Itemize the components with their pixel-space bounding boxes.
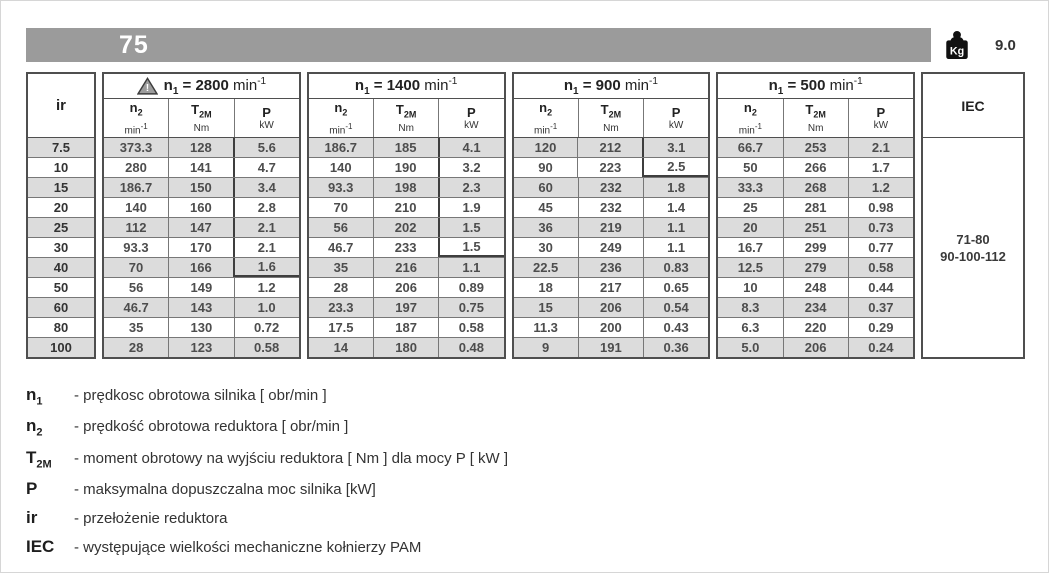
table-cell: 35 <box>333 260 349 275</box>
legend-item-ir <box>26 508 1048 528</box>
table-cell: 36 <box>538 220 553 235</box>
table-cell: 18 <box>538 280 553 295</box>
column-header-t2m: $T_{2M}$ Nm <box>373 99 438 137</box>
table-cell: 1.8 <box>643 178 708 197</box>
table-cell: 56 <box>128 280 144 295</box>
group-subheader <box>104 99 299 138</box>
warning-icon <box>137 77 158 95</box>
table-cell: 2.3 <box>438 178 504 197</box>
table-cell: 14 <box>333 340 349 355</box>
table-cell: 216 <box>373 258 438 277</box>
ir-value: 40 <box>28 257 94 277</box>
table-cell: 232 <box>578 178 643 197</box>
model-header-bar <box>26 28 931 62</box>
table-cell: 160 <box>168 198 233 217</box>
table-cell: 10 <box>743 280 758 295</box>
table-cell: 0.65 <box>643 278 708 297</box>
table-cell: 0.44 <box>848 278 913 297</box>
speed-group-900 <box>512 72 711 359</box>
table-row <box>718 337 913 357</box>
legend-symbol: P <box>26 479 38 499</box>
table-row <box>104 237 299 257</box>
table-cell: 220 <box>783 318 848 337</box>
table-cell: 202 <box>373 218 438 237</box>
table-cell: 166 <box>168 258 233 277</box>
table-cell: 236 <box>578 258 643 277</box>
table-row <box>309 297 504 317</box>
table-cell: 6.3 <box>741 320 760 335</box>
table-cell: 123 <box>168 338 233 357</box>
table-row <box>309 277 504 297</box>
column-header-p: P kW <box>848 99 913 137</box>
table-cell: 219 <box>578 218 643 237</box>
table-cell: 2.1 <box>233 238 299 257</box>
table-cell: 28 <box>333 280 349 295</box>
table-row <box>309 217 504 237</box>
table-cell: 60 <box>538 180 553 195</box>
legend-description: - maksymalna dopuszczalna moc silnika [kW] <box>74 481 376 499</box>
table-cell: 0.89 <box>438 278 503 297</box>
table-cell: 198 <box>373 178 438 197</box>
legend-symbol: $n_2$ <box>26 416 43 439</box>
table-cell: 299 <box>783 238 848 257</box>
legend-description: - występujące wielkości mechaniczne kołnierzy PAM <box>74 539 422 557</box>
group-subheader <box>718 99 913 138</box>
table-row <box>104 297 299 317</box>
table-row <box>514 337 709 357</box>
table-row <box>514 237 709 257</box>
table-cell: 128 <box>168 138 233 157</box>
iec-value <box>923 138 1023 357</box>
ir-value: 60 <box>28 297 94 317</box>
table-row <box>104 317 299 337</box>
table-cell: 279 <box>783 258 848 277</box>
table-cell: 233 <box>373 238 438 257</box>
table-cell: 50 <box>743 160 758 175</box>
table-cell: 1.7 <box>848 158 913 177</box>
ir-value: 100 <box>28 337 94 357</box>
table-cell: 1.2 <box>848 178 913 197</box>
group-speed-label: $n_1 = 500$ $\min^{-1}$ <box>768 75 863 97</box>
ir-column <box>26 72 96 359</box>
table-cell: 20 <box>743 220 758 235</box>
table-cell: 5.6 <box>233 138 299 157</box>
table-cell: 0.43 <box>643 318 708 337</box>
table-row <box>309 237 504 257</box>
weight-info <box>943 30 1016 61</box>
table-row <box>718 297 913 317</box>
ir-header: ir <box>28 74 94 138</box>
table-row <box>718 237 913 257</box>
table-cell: 0.75 <box>438 298 503 317</box>
table-cell: 17.5 <box>328 320 354 335</box>
table-row <box>104 138 299 157</box>
table-row <box>718 257 913 277</box>
group-header-1400 <box>309 74 504 99</box>
table-row <box>104 277 299 297</box>
table-cell: 0.98 <box>848 198 913 217</box>
table-cell: 191 <box>578 338 643 357</box>
table-row <box>514 257 709 277</box>
iec-header: IEC <box>923 74 1023 138</box>
table-row <box>718 177 913 197</box>
weight-kg-icon <box>943 30 971 61</box>
column-header-n2: $n_2$ $\min^{-1}$ <box>534 100 558 136</box>
table-row <box>514 217 709 237</box>
legend-item-t2m <box>26 448 1048 470</box>
table-row <box>309 177 504 197</box>
table-cell: 206 <box>578 298 643 317</box>
table-cell: 150 <box>168 178 233 197</box>
table-cell: 180 <box>373 338 438 357</box>
iec-value-line1: 71-80 <box>956 231 990 247</box>
table-cell: 0.37 <box>848 298 913 317</box>
table-cell: 149 <box>168 278 233 297</box>
table-cell: 3.4 <box>233 178 299 197</box>
table-cell: 140 <box>329 160 352 175</box>
ir-value: 80 <box>28 317 94 337</box>
column-header-t2m: $T_{2M}$ Nm <box>578 99 643 137</box>
table-row <box>718 277 913 297</box>
table-cell: 16.7 <box>737 240 764 255</box>
table-cell: 1.9 <box>438 198 504 217</box>
legend-symbol: $T_{2M}$ <box>26 447 52 471</box>
table-cell: 280 <box>125 160 147 175</box>
table-row <box>309 337 504 357</box>
ir-value: 30 <box>28 237 94 257</box>
table-cell: 2.5 <box>642 158 708 177</box>
ir-value: 20 <box>28 197 94 217</box>
table-cell: 70 <box>333 200 348 215</box>
svg-text:!: ! <box>145 83 149 95</box>
group-header-2800 <box>104 74 299 99</box>
table-row <box>104 217 299 237</box>
table-cell: 25 <box>743 200 758 215</box>
table-cell: 2.8 <box>233 198 299 217</box>
table-cell: 212 <box>577 138 642 157</box>
table-cell: 2.1 <box>848 138 913 157</box>
table-cell: 143 <box>168 298 233 317</box>
table-row <box>514 317 709 337</box>
table-cell: 70 <box>128 260 144 275</box>
table-row <box>104 197 299 217</box>
legend-description: - prędkosc obrotowa silnika [ obr/min ] <box>74 387 327 404</box>
table-cell: 2.1 <box>233 218 299 237</box>
table-cell: 1.1 <box>643 238 708 257</box>
column-header-t2m: $T_{2M}$ Nm <box>168 99 233 137</box>
table-cell: 268 <box>783 178 848 197</box>
speed-group-500 <box>716 72 915 359</box>
model-number: 75 <box>119 30 149 59</box>
group-header-500 <box>718 74 913 99</box>
table-cell: 0.48 <box>438 338 503 357</box>
table-cell: 93.3 <box>123 240 149 255</box>
table-cell: 1.0 <box>234 298 299 317</box>
table-row <box>514 297 709 317</box>
ir-value: 15 <box>28 177 94 197</box>
table-cell: 187 <box>373 318 438 337</box>
table-cell: 15 <box>538 300 553 315</box>
table-cell: 4.7 <box>233 158 299 177</box>
table-cell: 217 <box>578 278 643 297</box>
table-cell: 200 <box>578 318 643 337</box>
table-cell: 234 <box>783 298 848 317</box>
table-cell: 1.6 <box>233 258 299 277</box>
weight-value: 9.0 <box>995 36 1016 54</box>
table-cell: 0.58 <box>438 318 503 337</box>
table-row <box>309 197 504 217</box>
table-row <box>718 317 913 337</box>
table-cell: 120 <box>534 140 557 155</box>
table-row <box>104 257 299 277</box>
table-cell: 197 <box>373 298 438 317</box>
table-cell: 147 <box>168 218 233 237</box>
table-cell: 266 <box>783 158 848 177</box>
table-cell: 0.58 <box>848 258 913 277</box>
table-cell: 0.29 <box>848 318 913 337</box>
table-cell: 112 <box>125 220 147 235</box>
group-speed-label: $n_1 = 1400$ $\min^{-1}$ <box>354 75 458 97</box>
legend <box>26 385 1048 557</box>
iec-column <box>921 72 1025 359</box>
table-cell: 0.73 <box>848 218 913 237</box>
table-row <box>309 138 504 157</box>
table-cell: 11.3 <box>533 320 558 335</box>
table-cell: 223 <box>577 158 642 177</box>
table-row <box>104 177 299 197</box>
table-cell: 9 <box>542 340 550 355</box>
table-cell: 5.0 <box>741 340 760 355</box>
table-cell: 0.24 <box>848 338 913 357</box>
legend-symbol: IEC <box>26 537 55 557</box>
table-cell: 46.7 <box>328 240 354 255</box>
table-cell: 206 <box>373 278 438 297</box>
table-row <box>718 197 913 217</box>
table-cell: 93.3 <box>328 180 354 195</box>
speed-group-1400 <box>307 72 506 359</box>
table-cell: 12.5 <box>737 260 764 275</box>
table-cell: 4.1 <box>438 138 504 157</box>
table-cell: 90 <box>538 160 553 175</box>
group-header-900 <box>514 74 709 99</box>
table-cell: 0.54 <box>643 298 708 317</box>
legend-description: - moment obrotowy na wyjściu reduktora [ Nm ] dla mocy P [ kW ] <box>74 449 509 467</box>
table-row <box>104 337 299 357</box>
table-cell: 130 <box>168 318 233 337</box>
table-row <box>514 138 709 157</box>
table-cell: 206 <box>783 338 848 357</box>
table-cell: 248 <box>783 278 848 297</box>
table-cell: 249 <box>578 238 643 257</box>
iec-value-line2: 90-100-112 <box>940 248 1006 264</box>
table-cell: 3.1 <box>642 138 708 157</box>
table-cell: 281 <box>783 198 848 217</box>
column-header-t2m: $T_{2M}$ Nm <box>783 99 848 137</box>
legend-description: - przełożenie reduktora <box>74 510 228 528</box>
table-cell: 1.1 <box>643 218 708 237</box>
table-cell: 66.7 <box>737 140 764 155</box>
table-cell: 46.7 <box>123 300 149 315</box>
kg-icon-label: Kg <box>949 44 965 57</box>
table-cell: 28 <box>128 340 144 355</box>
table-cell: 35 <box>128 320 144 335</box>
table-cell: 140 <box>125 200 147 215</box>
table-cell: 0.77 <box>848 238 913 257</box>
legend-item-iec <box>26 537 1048 557</box>
legend-symbol: $n_1$ <box>26 385 43 408</box>
speed-group-2800 <box>102 72 301 359</box>
group-subheader <box>514 99 709 138</box>
table-cell: 186.7 <box>324 140 357 155</box>
column-header-n2: $n_2$ $\min^{-1}$ <box>124 100 148 136</box>
ir-value: 10 <box>28 157 94 177</box>
table-cell: 23.3 <box>328 300 354 315</box>
legend-item-p <box>26 479 1048 499</box>
table-cell: 30 <box>538 240 553 255</box>
table-row <box>718 138 913 157</box>
column-header-p: P kW <box>643 99 708 137</box>
table-cell: 33.3 <box>737 180 764 195</box>
table-cell: 373.3 <box>119 140 153 155</box>
column-header-n2: $n_2$ $\min^{-1}$ <box>329 100 353 136</box>
table-cell: 232 <box>578 198 643 217</box>
table-cell: 0.83 <box>643 258 708 277</box>
table-cell: 8.3 <box>741 300 760 315</box>
page-header <box>26 28 1024 62</box>
table-row <box>309 317 504 337</box>
table-row <box>718 157 913 177</box>
table-cell: 0.72 <box>234 318 299 337</box>
table-cell: 22.5 <box>532 260 559 275</box>
table-row <box>514 197 709 217</box>
table-cell: 1.2 <box>234 278 299 297</box>
legend-item-n2 <box>26 416 1048 438</box>
table-cell: 185 <box>373 138 438 157</box>
table-cell: 251 <box>783 218 848 237</box>
legend-description: - prędkość obrotowa reduktora [ obr/min ] <box>74 418 349 436</box>
table-cell: 141 <box>168 158 233 177</box>
ir-value: 25 <box>28 217 94 237</box>
table-cell: 186.7 <box>119 180 153 195</box>
table-cell: 253 <box>783 138 848 157</box>
table-row <box>514 177 709 197</box>
table-cell: 190 <box>373 158 438 177</box>
table-cell: 1.1 <box>438 258 503 277</box>
group-speed-label: $n_1 = 900$ $\min^{-1}$ <box>563 75 658 97</box>
table-cell: 56 <box>333 220 348 235</box>
group-subheader <box>309 99 504 138</box>
ir-value: 50 <box>28 277 94 297</box>
table-cell: 3.2 <box>438 158 504 177</box>
table-row <box>309 157 504 177</box>
table-cell: 1.4 <box>643 198 708 217</box>
table-cell: 45 <box>538 200 553 215</box>
table-cell: 1.5 <box>438 238 504 257</box>
group-speed-label: $n_1 = 2800$ $\min^{-1}$ <box>163 75 267 97</box>
table-cell: 1.5 <box>438 218 504 237</box>
table-row <box>514 157 709 177</box>
column-header-p: P kW <box>234 99 299 137</box>
table-cell: 210 <box>373 198 438 217</box>
table-row <box>104 157 299 177</box>
table-row <box>514 277 709 297</box>
column-header-n2: $n_2$ $\min^{-1}$ <box>738 100 762 136</box>
table-cell: 0.58 <box>234 338 299 357</box>
table-cell: 170 <box>168 238 233 257</box>
column-header-p: P kW <box>438 99 503 137</box>
legend-symbol: ir <box>26 508 38 528</box>
table-row <box>309 257 504 277</box>
ir-value: 7.5 <box>28 138 94 157</box>
table-row <box>718 217 913 237</box>
legend-item-n1 <box>26 385 1048 407</box>
table-cell: 0.36 <box>643 338 708 357</box>
spec-table <box>26 72 1025 359</box>
